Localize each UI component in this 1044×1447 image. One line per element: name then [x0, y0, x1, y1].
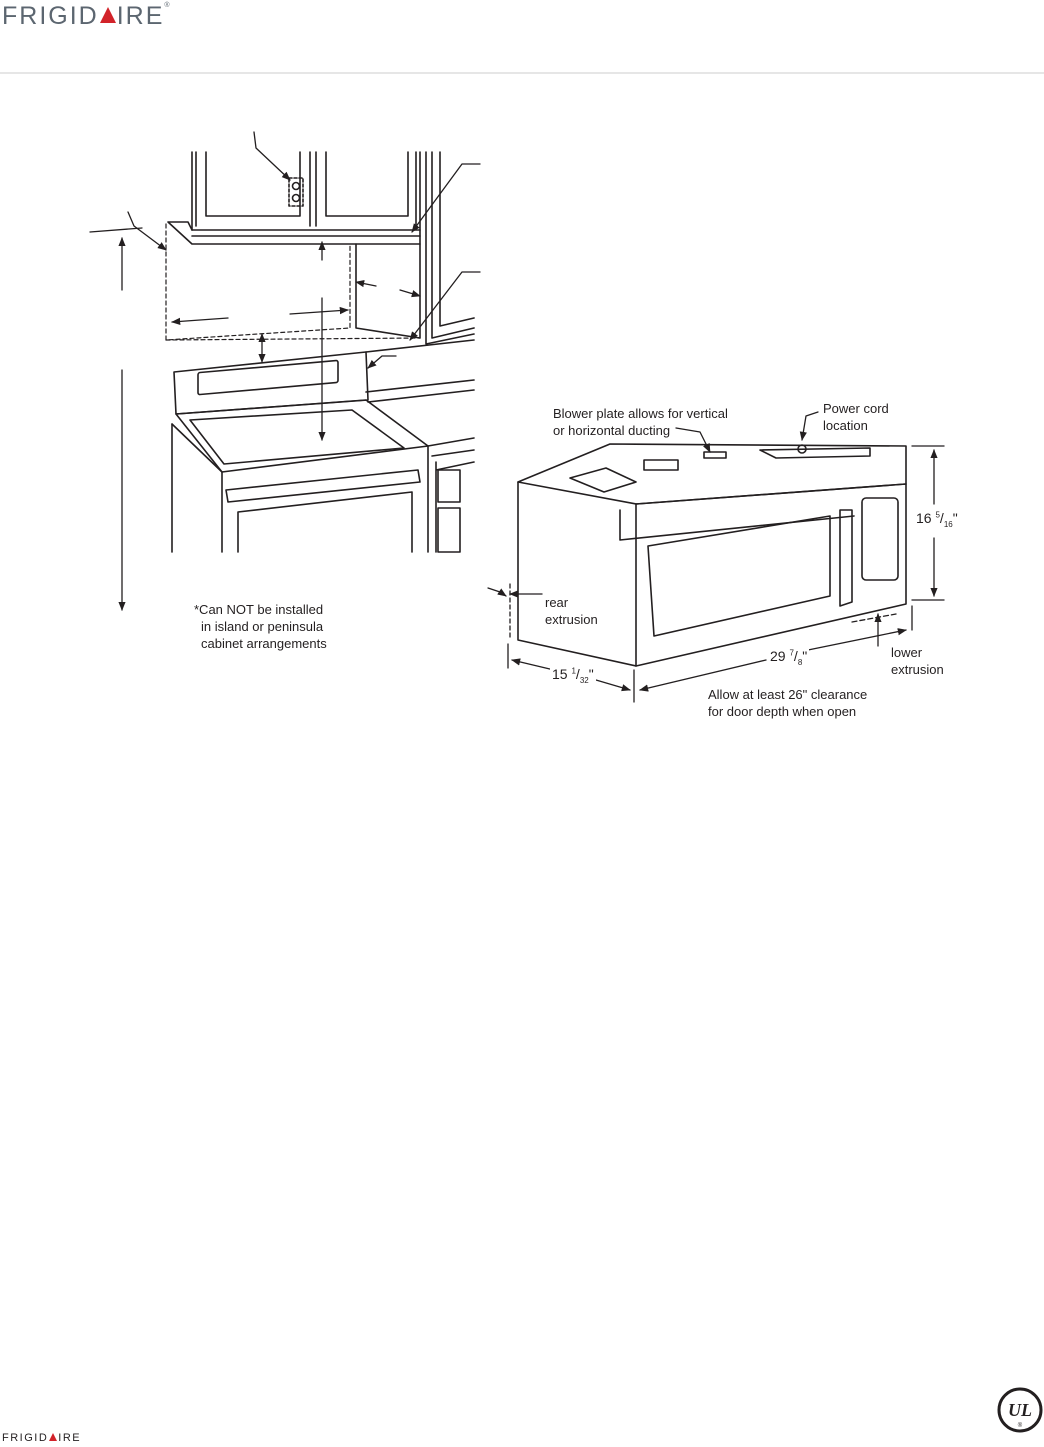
note-line2: in island or peninsula — [201, 619, 324, 634]
blower-label-line2: or horizontal ducting — [553, 423, 671, 438]
note-line1: *Can NOT be installed — [194, 602, 324, 617]
rear-extrusion-label — [545, 594, 598, 628]
rear-label-line1: rear — [545, 595, 569, 610]
door-clearance-label — [708, 686, 867, 720]
blower-label-line1: Blower plate allows for vertical — [553, 406, 728, 421]
width-dimension: 29 $^7/_8$" — [770, 648, 808, 667]
rear-label-line2: extrusion — [545, 612, 598, 627]
upper-cabinets — [168, 152, 474, 344]
height-dimension: 16 $^5/_{16}$" — [916, 510, 958, 529]
scene-dimension-lines — [90, 132, 480, 610]
logo-text-right: IRE — [116, 2, 165, 30]
footer-frigidaire-logo — [2, 1432, 81, 1444]
depth-dimension: 15 $^1/_{32}$" — [552, 666, 594, 685]
note-line3: cabinet arrangements — [201, 636, 327, 651]
power-label-line2: location — [823, 418, 868, 433]
side-panel — [356, 244, 420, 338]
microwave-dimension-lines — [488, 412, 944, 702]
ul-certification-icon — [996, 1386, 1044, 1434]
clearance-label-line2: for door depth when open — [708, 704, 857, 719]
blower-plate-label — [553, 405, 728, 439]
ul-mark-text: UL — [1008, 1400, 1032, 1420]
door-handle — [840, 510, 852, 606]
clearance-label-line1: Allow at least 26" clearance — [708, 687, 868, 702]
range — [172, 340, 474, 552]
footer-logo-left: FRIGID — [2, 1432, 49, 1444]
power-cord-label — [823, 400, 889, 434]
control-panel — [862, 498, 898, 580]
logo-text-left: FRIGID — [2, 2, 99, 30]
blower-plate — [644, 460, 678, 470]
lower-label-line2: extrusion — [891, 662, 944, 677]
logo-registered-mark: ® — [164, 2, 170, 9]
installation-note — [194, 601, 327, 652]
microwave-drawing — [488, 412, 944, 702]
footer-logo-triangle-icon — [49, 1433, 57, 1441]
kitchen-scene — [90, 132, 480, 610]
microwave-envelope — [166, 224, 420, 340]
power-label-line1: Power cord — [823, 401, 889, 416]
lower-extrusion-label — [891, 644, 944, 678]
lower-label-line1: lower — [891, 645, 923, 660]
footer-logo-right: IRE — [58, 1432, 82, 1444]
ul-registered-mark: ® — [1017, 1423, 1023, 1429]
